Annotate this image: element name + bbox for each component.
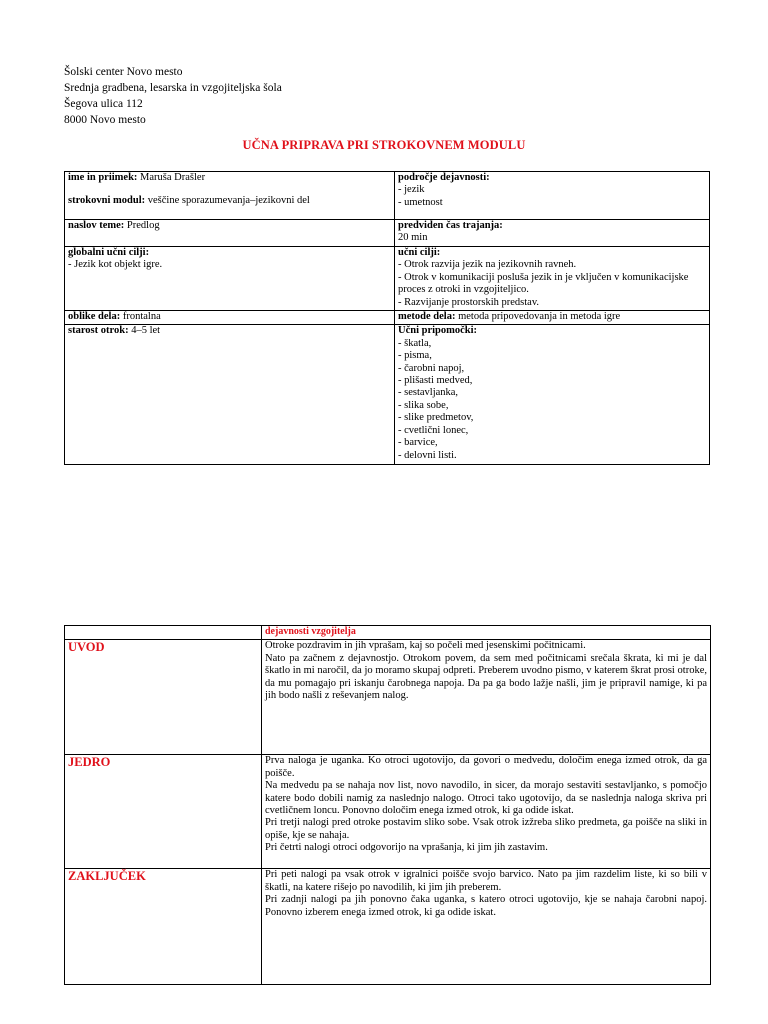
aids-label: Učni pripomočki: bbox=[398, 325, 478, 337]
global-goals-cell bbox=[65, 247, 395, 311]
aid-item: - čarobni napoj, bbox=[398, 362, 465, 374]
aid-item: - delovni listi. bbox=[398, 449, 457, 461]
global-goals-label: globalni učni cilji: bbox=[68, 247, 150, 258]
methods-cell bbox=[395, 311, 710, 325]
aid-item: - slika sobe, bbox=[398, 399, 449, 411]
column-header: dejavnosti vzgojitelja bbox=[262, 626, 711, 640]
forms-cell bbox=[65, 311, 395, 325]
name-module-cell bbox=[65, 172, 395, 220]
section-zakljucek-text: Pri peti nalogi pa vsak otrok v igralnici poišče svojo barvico. Nato pa jim razdelim liste, ki so bili v škatli, na katere rišejo po navodilih, ki jim jih preberem. Pri zadnji nalogi pa jih ponovno čaka uganka, s katero otroci ugotovijo, kje se nahaja čarobni napoj. Ponovno izberem enega izmed otrok, ki ga odide iskat. bbox=[262, 869, 711, 985]
goals-cell bbox=[395, 247, 710, 311]
area-item: - jezik bbox=[398, 184, 425, 196]
age-cell bbox=[65, 325, 395, 465]
name-value: Maruša Drašler bbox=[137, 172, 206, 183]
name-label: ime in priimek: bbox=[68, 172, 138, 183]
aid-item: - pisma, bbox=[398, 350, 432, 362]
topic-value: Predlog bbox=[124, 220, 160, 231]
info-table bbox=[64, 171, 710, 465]
school-address bbox=[64, 64, 282, 128]
module-label: strokovni modul: bbox=[68, 195, 146, 207]
topic-cell bbox=[65, 220, 395, 247]
address-line: Šolski center Novo mesto bbox=[64, 66, 183, 78]
activity-table bbox=[64, 625, 711, 985]
section-zakljucek-label: ZAKLJUČEK bbox=[65, 869, 262, 985]
address-line: Šegova ulica 112 bbox=[64, 98, 143, 110]
age-label: starost otrok: bbox=[68, 325, 129, 337]
methods-label: metode dela: bbox=[398, 311, 456, 323]
section-uvod-text: Otroke pozdravim in jih vprašam, kaj so počeli med jesenskimi počitnicami. Nato pa začnem z dejavnostjo. Otrokom povem, da sem med počitnicami srečala škrata, ki mi je dal škatlo in mi naročil, da jo moramo skupaj odpreti. Preberem uvodno pismo, v katerem škrat prosi otroke, da mu pomagajo pri iskanju čarobnega napoja. Da pa ga bodo lažje našli, jim je pripravil namige, ki pa jih bodo našli z reševanjem nalog. bbox=[262, 640, 711, 755]
goal-item: - Razvijanje prostorskih predstav. bbox=[398, 296, 540, 308]
aid-item: - plišasti medved, bbox=[398, 375, 473, 387]
area-label: področje dejavnosti: bbox=[398, 172, 490, 183]
aid-item: - cvetlični lonec, bbox=[398, 424, 469, 436]
duration-value: 20 min bbox=[398, 232, 428, 244]
aid-item: - škatla, bbox=[398, 337, 432, 349]
module-value: veščine sporazumevanja–jezikovni del bbox=[145, 195, 310, 207]
goal-item: - Otrok razvija jezik na jezikovnih ravneh. bbox=[398, 259, 577, 271]
area-item: - umetnost bbox=[398, 196, 443, 208]
duration-cell bbox=[395, 220, 710, 247]
area-cell bbox=[395, 172, 710, 220]
methods-value: metoda pripovedovanja in metoda igre bbox=[455, 311, 621, 323]
age-value: 4–5 let bbox=[128, 325, 161, 337]
section-jedro-text: Prva naloga je uganka. Ko otroci ugotovijo, da govori o medvedu, določim enega izmed otrok, da ga poišče. Na medvedu pa se nahaja nov list, novo navodilo, in sicer, da morajo sestaviti sestavljanko, s pomočjo katere bodo dobili namig za naslednjo nalogo. Otroci tako ugotovijo, da se naslednja naloga skriva pri cvetličnem loncu. Ponovno določim enega izmed otrok, ki ga odide iskat. Pri tretji nalogi pred otroke postavim sliko sobe. Vsak otrok izžreba sliko predmeta, ga poišče na sliki in opiše, kje se nahaja. Pri četrti nalogi otroci odgovorijo na vprašanja, ki jim jih zastavim. bbox=[262, 755, 711, 869]
aid-item: - barvice, bbox=[398, 437, 438, 449]
goals-label: učni cilji: bbox=[398, 247, 441, 258]
section-jedro-label: JEDRO bbox=[65, 755, 262, 869]
address-line: 8000 Novo mesto bbox=[64, 114, 146, 126]
document-title: UČNA PRIPRAVA PRI STROKOVNEM MODULU bbox=[242, 138, 526, 152]
goal-item: - Otrok v komunikaciji posluša jezik in je vključen v komunikacijske proces z otroki in vzgojiteljico. bbox=[398, 271, 689, 296]
duration-label: predviden čas trajanja: bbox=[398, 220, 503, 231]
section-uvod-label: UVOD bbox=[65, 640, 262, 755]
address-line: Srednja gradbena, lesarska in vzgojiteljska šola bbox=[64, 82, 282, 94]
aid-item: - sestavljanka, bbox=[398, 387, 459, 399]
topic-label: naslov teme: bbox=[68, 220, 125, 231]
header-empty-cell bbox=[65, 626, 262, 640]
global-goals-value: - Jezik kot objekt igre. bbox=[68, 259, 163, 271]
aid-item: - slike predmetov, bbox=[398, 412, 474, 424]
aids-cell bbox=[395, 325, 710, 465]
forms-value: frontalna bbox=[120, 311, 161, 323]
forms-label: oblike dela: bbox=[68, 311, 121, 323]
